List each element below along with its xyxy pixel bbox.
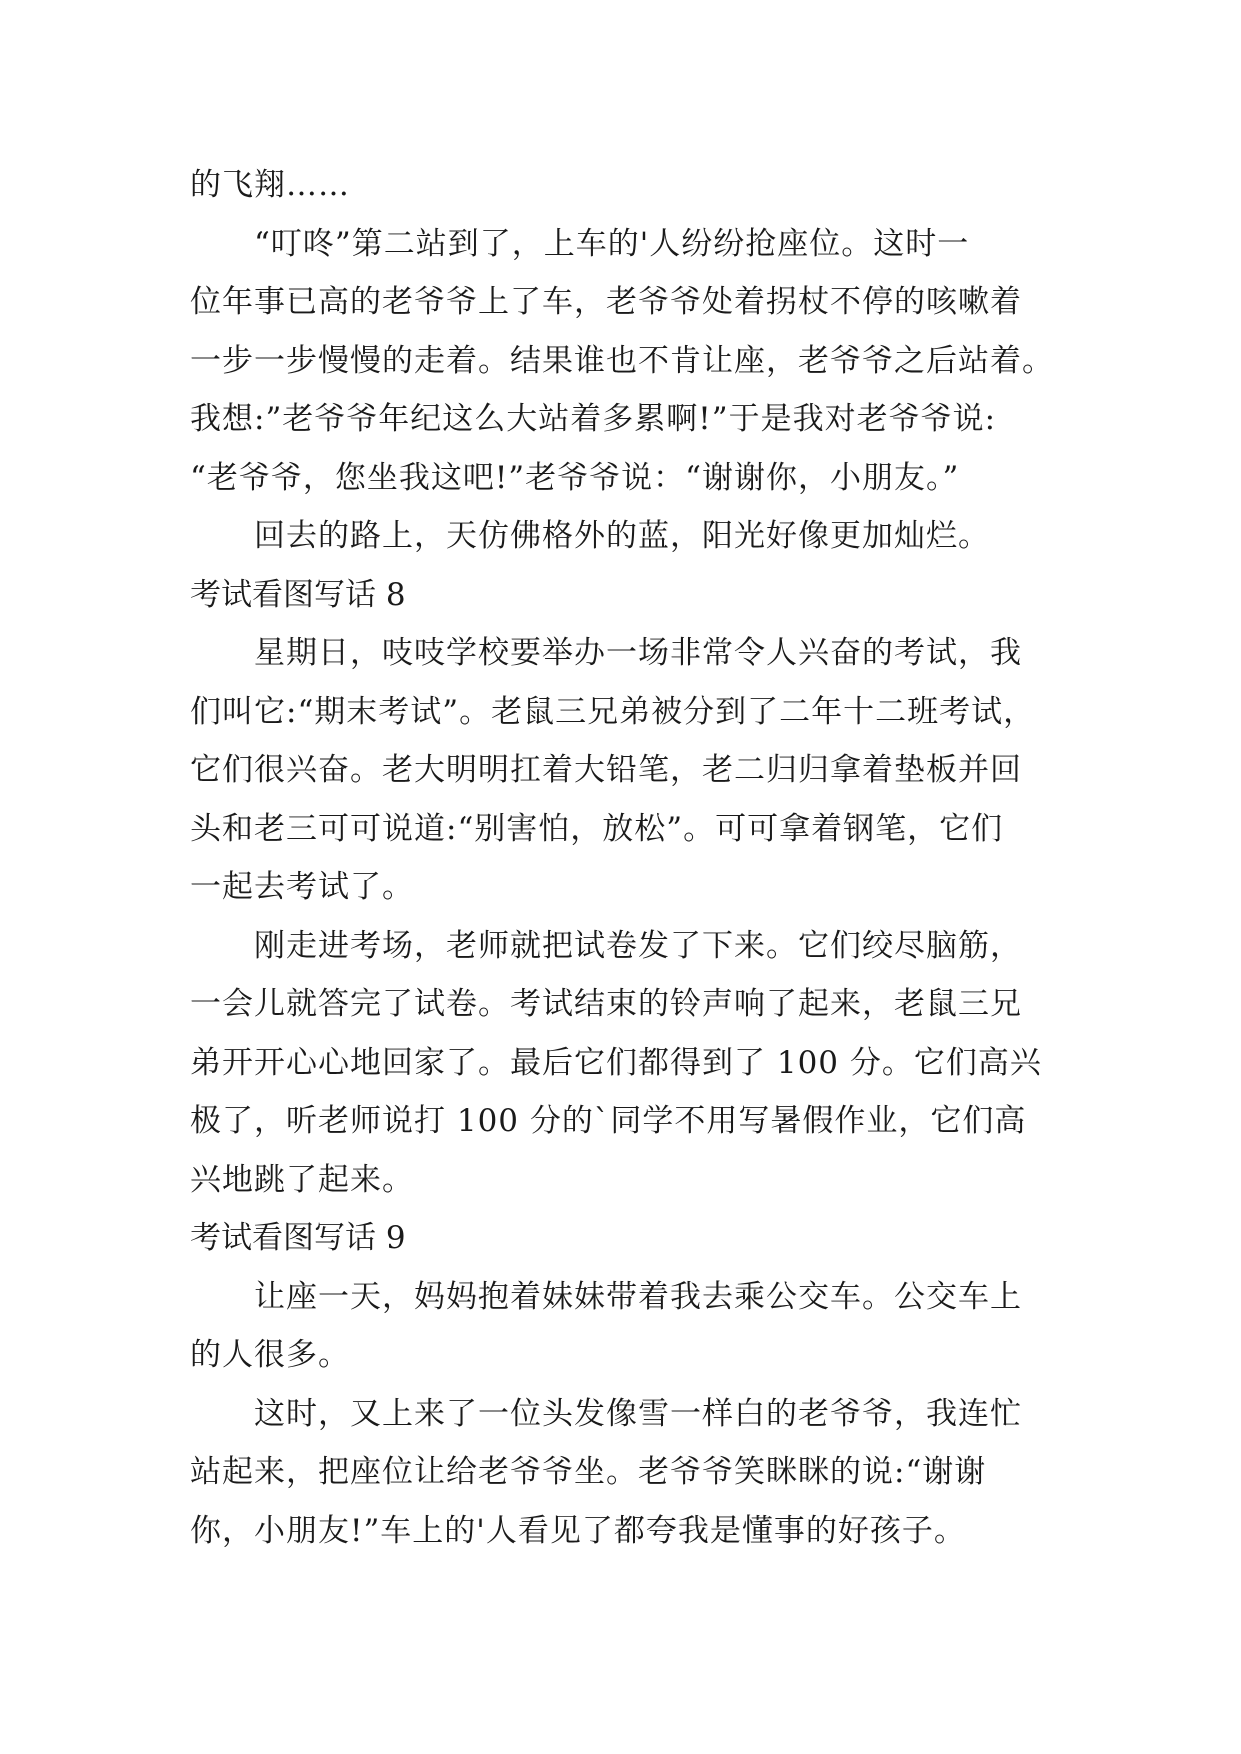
text-line: 头和老三可可说道:“别害怕，放松”。可可拿着钢笔，它们 [190,810,1004,847]
text-line: 星期日，吱吱学校要举办一场非常令人兴奋的考试，我 [254,635,1022,671]
text-line: 刚走进考场，老师就把试卷发了下来。它们绞尽脑筋， [254,927,1022,964]
document-body [190,156,1054,1560]
text-line: 一起去考试了。 [190,869,414,905]
section-heading: 考试看图写话 8 [190,576,406,613]
text-line: 我想:”老爷爷年纪这么大站着多累啊!”于是我对老爷爷说: [190,401,997,437]
text-line: 一步一步慢慢的走着。结果谁也不肯让座，老爷爷之后站着。 [190,342,1054,379]
text-line: “老爷爷，您坐我这吧!”老爷爷说：“谢谢你，小朋友。” [190,459,960,496]
text-line: 它们很兴奋。老大明明扛着大铅笔，老二归归拿着垫板并回 [190,752,1022,788]
text-line: 位年事已高的老爷爷上了车，老爷爷处着拐杖不停的咳嗽着 [190,284,1022,320]
text-line: 们叫它:“期末考试”。老鼠三兄弟被分到了二年十二班考试， [190,693,1036,730]
text-line: 让座一天，妈妈抱着妹妹带着我去乘公交车。公交车上 [254,1278,1022,1315]
text-line: 的飞翔…… [190,167,350,203]
text-line: 回去的路上，天仿佛格外的蓝，阳光好像更加灿烂。 [254,518,990,554]
text-line: 这时，又上来了一位头发像雪一样白的老爷爷，我连忙 [254,1395,1022,1432]
text-line: 弟开开心心地回家了。最后它们都得到了 100 分。它们高兴 [190,1044,1042,1081]
text-line: 你，小朋友!”车上的'人看见了都夸我是懂事的好孩子。 [190,1512,966,1549]
text-line: 的人很多。 [190,1337,350,1373]
text-line: 站起来，把座位让给老爷爷坐。老爷爷笑眯眯的说:“谢谢 [190,1454,987,1490]
text-line: 极了，听老师说打 100 分的`同学不用写暑假作业，它们高 [190,1103,1027,1139]
section-heading: 考试看图写话 9 [190,1220,406,1256]
text-line: “叮咚”第二站到了，上车的'人纷纷抢座位。这时一 [254,225,970,262]
text-line: 一会儿就答完了试卷。考试结束的铃声响了起来，老鼠三兄 [190,986,1022,1022]
text-line: 兴地跳了起来。 [190,1161,414,1198]
